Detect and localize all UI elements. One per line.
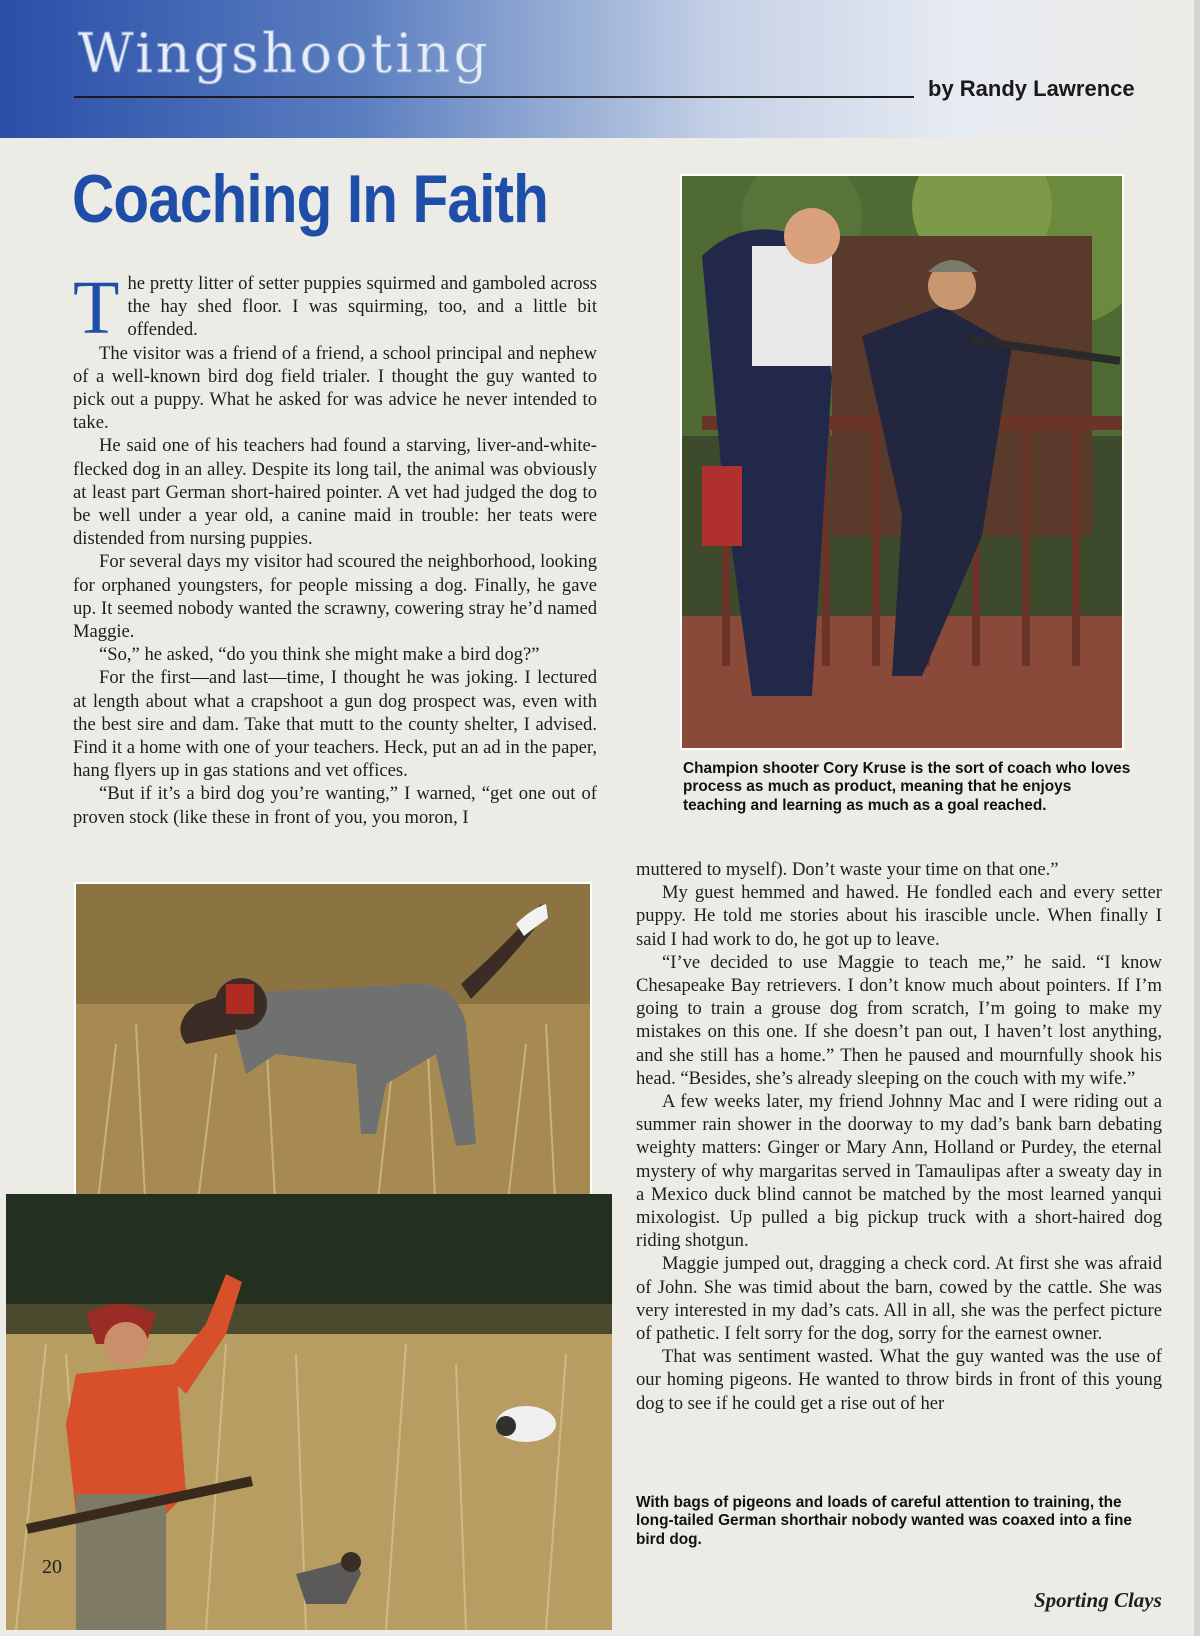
left-text-column (73, 266, 597, 829)
paragraph: For the first—and last—time, I thought he was joking. I lectured at length about what a crapshoot a gun dog prospect was, even with the best sire and dam. Take that mutt to the county shelter, I advised. Find it a home with one of your teachers. Heck, put an ad in the paper, hang flyers up in gas stations and vet offices. (73, 667, 597, 782)
section-title: Wingshooting (78, 22, 491, 85)
paragraph: He said one of his teachers had found a starving, liver-and-white-flecked dog in an alley. Despite its long tail, the animal was obviously at least part German short-haired pointer. A vet had judged the dog to be well under a year old, a canine maid in trouble: her teats were distended from nursing puppies. (73, 435, 597, 550)
publication-name: Sporting Clays (1034, 1588, 1162, 1612)
paragraph: A few weeks later, my friend Johnny Mac and I were riding out a summer rain shower in the doorway to my dad’s bank barn debating weighty matters: Ginger or Mary Ann, Holland or Purdey, the eternal mystery of why margaritas served in Tamaulipas after a sweaty day in a Mexico duck blind cannot be matched by the most learned yanqui mixologist. Up pulled a big pickup truck with a short-haired dog riding shotgun. (636, 1091, 1162, 1252)
paragraph: muttered to myself). Don’t waste your time on that one.” (636, 859, 1059, 880)
paragraph: For several days my visitor had scoured the neighborhood, looking for orphaned youngsters, for people missing a dog. Finally, he gave up. It seemed nobody wanted the scrawny, cowering stray he’d named Maggie. (73, 551, 597, 643)
drop-cap: T (73, 266, 120, 350)
hunter-field-photo (6, 1194, 612, 1630)
paragraph: “I’ve decided to use Maggie to teach me,” he said. “I know Chesapeake Bay retrievers. I don’t know much about pointers. If I’m going to train a grouse dog from scratch, I’m going to make my mistakes on this one. If she doesn’t pan out, I haven’t lost anything, and she still has a home.” Then he paused and mournfully shook his head. “Besides, she’s already sleeping on the couch with my wife.” (636, 951, 1162, 1089)
paragraph: That was sentiment wasted. What the guy wanted was the use of our homing pigeons. He wanted to throw birds in front of this young dog to see if he could get a rise out of her (636, 1346, 1162, 1414)
shooter-photo (680, 174, 1124, 750)
byline: by Randy Lawrence (928, 76, 1135, 101)
paragraph: My guest hemmed and hawed. He fondled each and every setter puppy. He told me stories about his irascible uncle. When finally I said I had work to do, he got up to leave. (636, 882, 1162, 950)
shooter-photo-caption: Champion shooter Cory Kruse is the sort of coach who loves process as much as product, meaning that he enjoys teaching and learning as much as a goal reached. (683, 760, 1131, 814)
header-rule (74, 96, 914, 98)
page-number: 20 (42, 1556, 62, 1578)
paragraph: “So,” he asked, “do you think she might make a bird dog?” (99, 644, 540, 666)
paragraph: The visitor was a friend of a friend, a school principal and nephew of a well-known bird dog field trialer. I thought the guy wanted to pick out a puppy. What he asked for was advice he never intended to take. (73, 342, 597, 434)
paragraph: The pretty litter of setter puppies squirmed and gamboled across the hay shed floor. I was squirming, too, and a little bit offended. (73, 266, 597, 350)
paragraph: “But if it’s a bird dog you’re wanting,” I warned, “get one out of proven stock (like these in front of you, you moron, I (73, 783, 597, 828)
page-edge (1194, 0, 1200, 1636)
paragraph: Maggie jumped out, dragging a check cord. At first she was afraid of John. She was timid about the barn, cowed by the cattle. She was very interested in my dad’s cats. All in all, she was the perfect picture of pathetic. I felt sorry for the dog, sorry for the earnest owner. (636, 1253, 1162, 1345)
field-photo-caption: With bags of pigeons and loads of careful attention to training, the long-tailed German shorthair nobody wanted was coaxed into a fine bird dog. (636, 1494, 1132, 1548)
dog-on-point-photo (74, 882, 592, 1220)
right-text-column (636, 858, 1162, 1415)
article-headline: Coaching In Faith (72, 161, 548, 237)
